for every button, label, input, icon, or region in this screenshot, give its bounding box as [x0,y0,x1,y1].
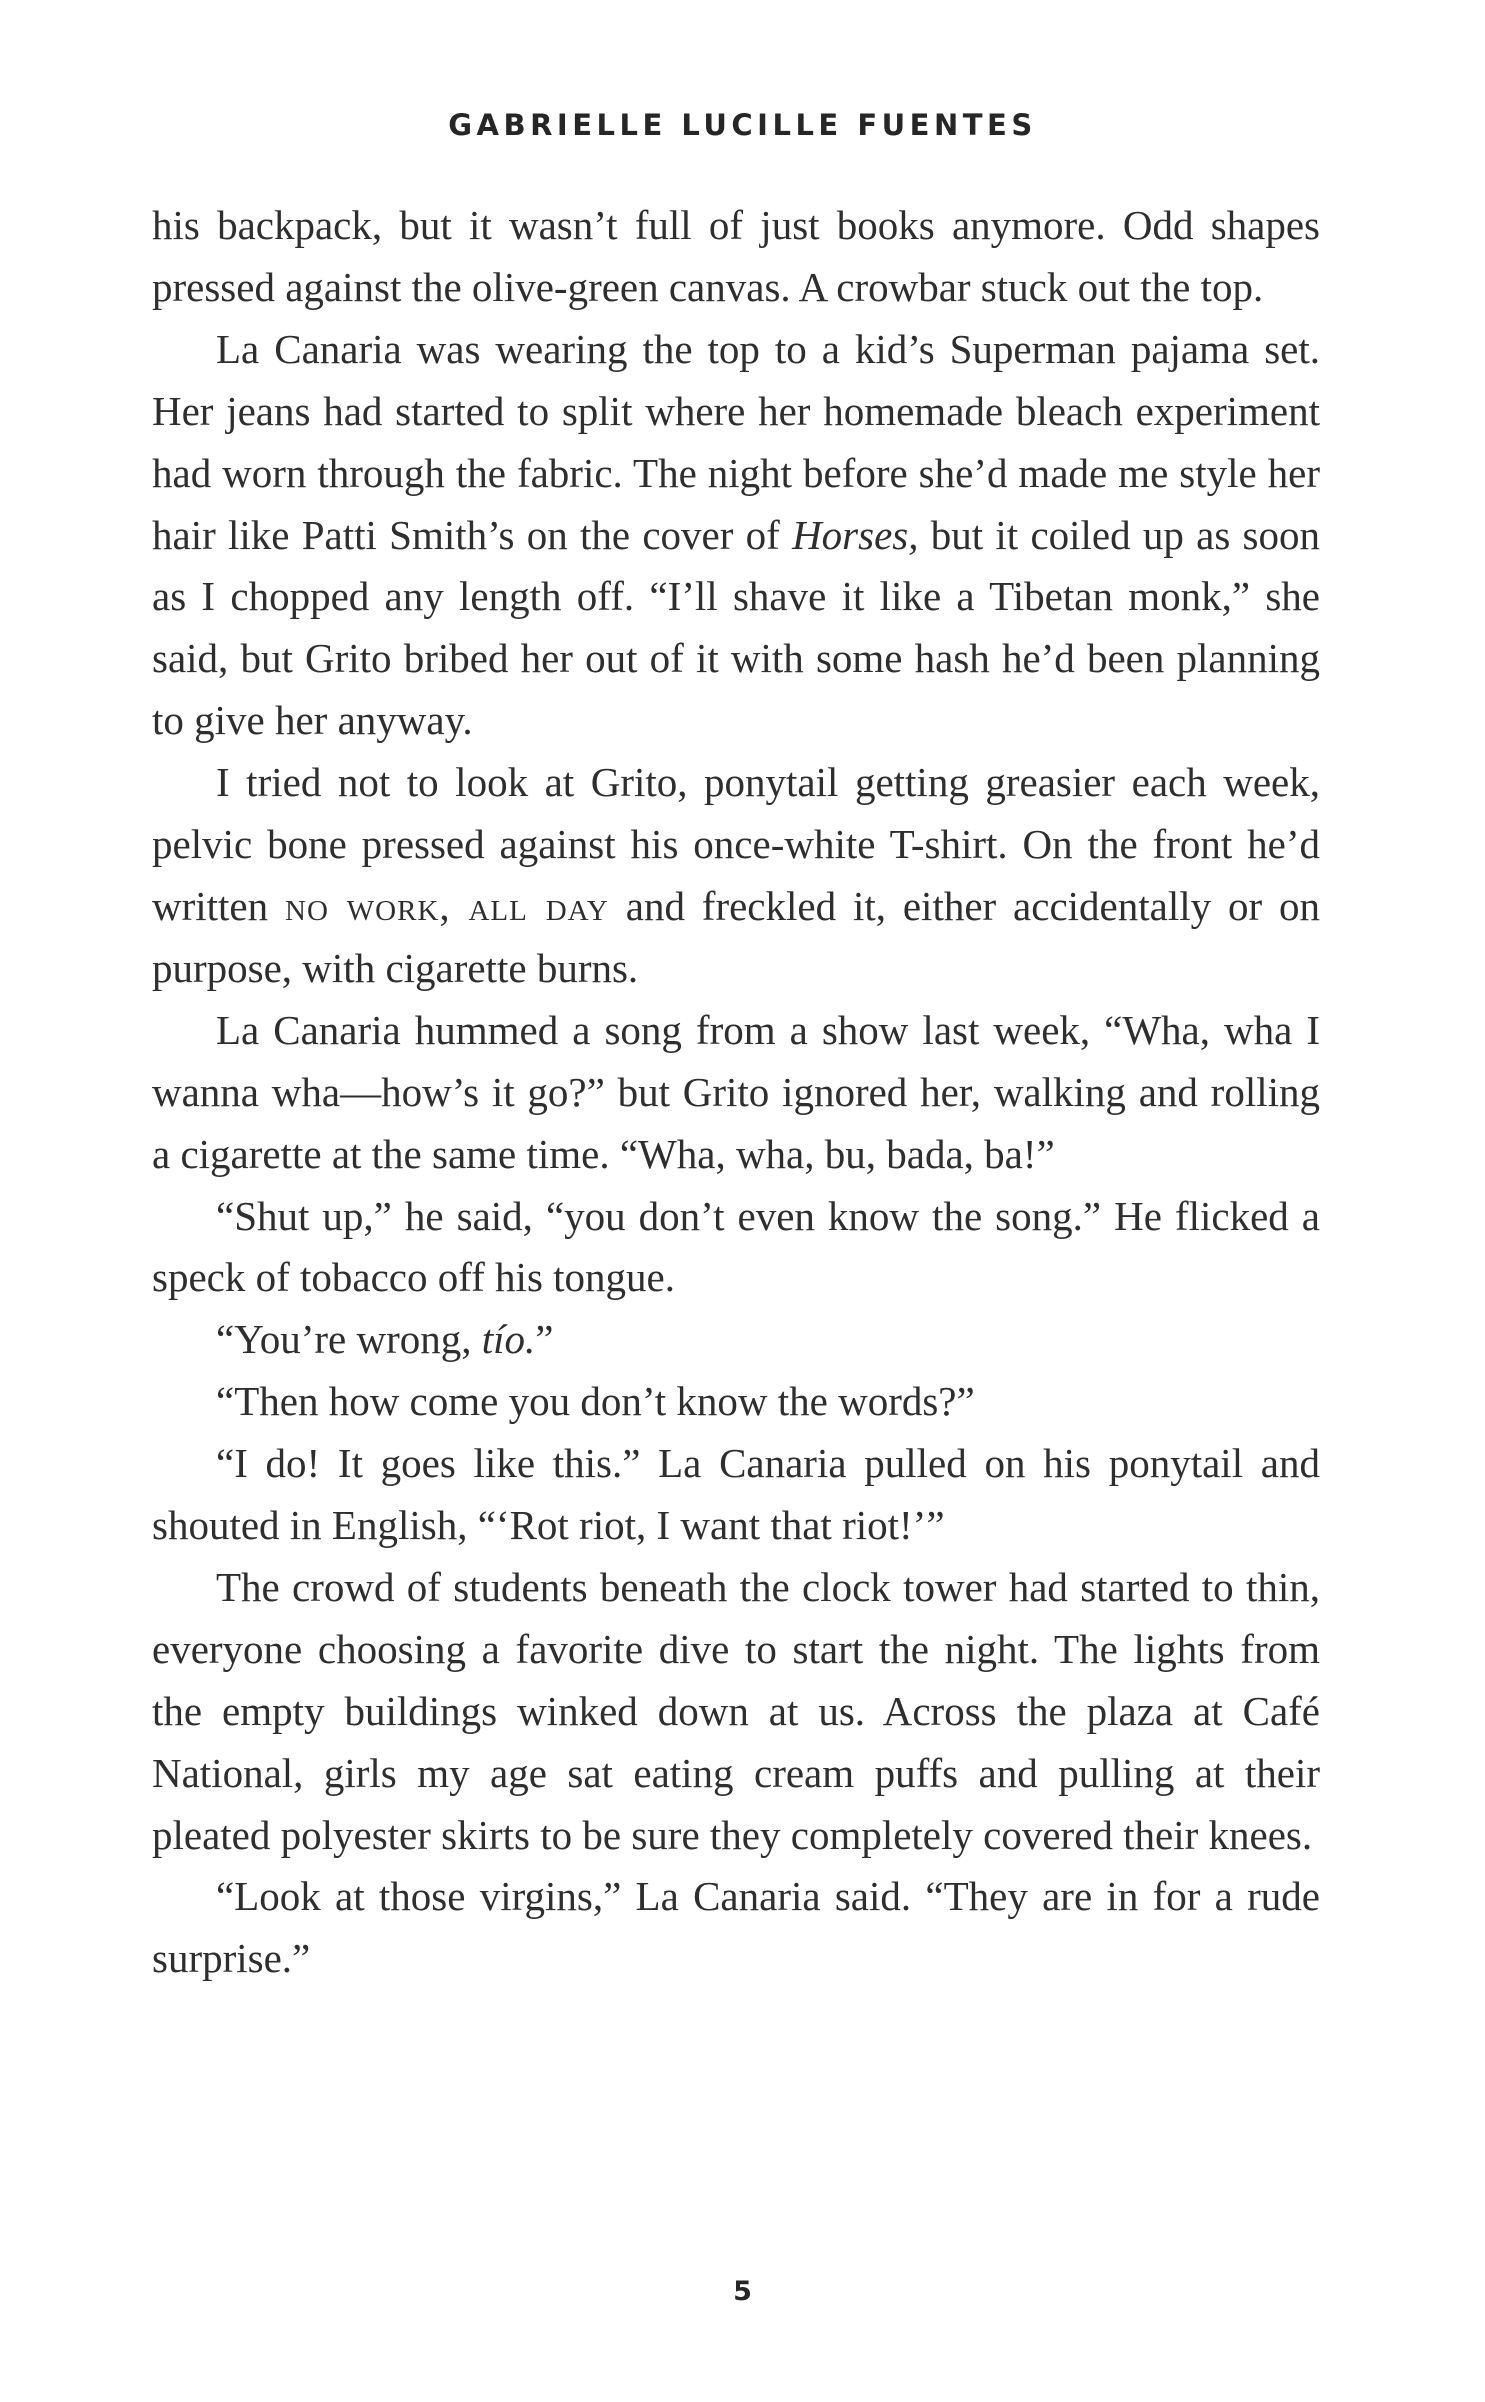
text-run: ” [535,1316,554,1363]
paragraph [152,1309,1320,1371]
text-run: I tried not to look at Grito, ponytail getting greasier each week, pelvic bone pressed against his once-white T-shirt. On the front he’d written [152,759,1320,929]
running-head: GABRIELLE LUCILLE FUENTES [448,108,1037,142]
paragraph: La Canaria hummed a song from a show last week, “Wha, wha I wanna wha—how’s it go?” but Grito ignored her, walking and rolling a cigarette at the same time. “Wha, wha, bu, bada, ba!” [152,1006,1320,1177]
body-text [152,195,1320,1990]
text-run: La Canaria was wearing the top to a kid’s Superman pajama set. Her jeans had started to split where her homemade bleach experiment had worn through the fabric. The night before she’d made me style her hair like Patti Smith’s on the cover of [152,325,1320,558]
paragraph: his backpack, but it wasn’t full of just books anymore. Odd shapes pressed against the olive-green canvas. A crowbar stuck out the top. [152,202,1320,310]
text-run: and freckled it, either accidentally or on purpose, with cigarette burns. [152,882,1320,991]
book-title-italic: Horses, [792,511,919,558]
paragraph: The crowd of students beneath the clock tower had started to thin, everyone choosing a favorite dive to start the night. The lights from the empty buildings winked down at us. Across the plaza at Café National, girls my age sat eating cream puffs and pulling at their pleated polyester skirts to be sure they completely covered their knees. [152,1563,1320,1858]
page-number: 5 [733,2276,752,2307]
paragraph: “Then how come you don’t know the words?” [216,1378,975,1425]
paragraph: “I do! It goes like this.” La Canaria pulled on his ponytail and shouted in English, “‘Rot riot, I want that riot!’” [152,1440,1320,1549]
paragraph [152,752,1320,1000]
paragraph: “Shut up,” he said, “you don’t even know the song.” He flicked a speck of tobacco off his tongue. [152,1192,1320,1301]
text-run: but it coiled up as soon as I chopped any length off. “I’ll shave it like a Tibetan monk,” she said, but Grito bribed her out of it with some hash he’d been planning to give her anyway. [152,511,1320,744]
text-run: “You’re wrong, [216,1316,482,1363]
shirt-text-smallcaps: no work, all day [285,882,609,929]
paragraph: “Look at those virgins,” La Canaria said. “They are in for a rude surprise.” [152,1873,1320,1982]
paragraph [152,319,1320,752]
italic-word: tío. [481,1316,536,1363]
